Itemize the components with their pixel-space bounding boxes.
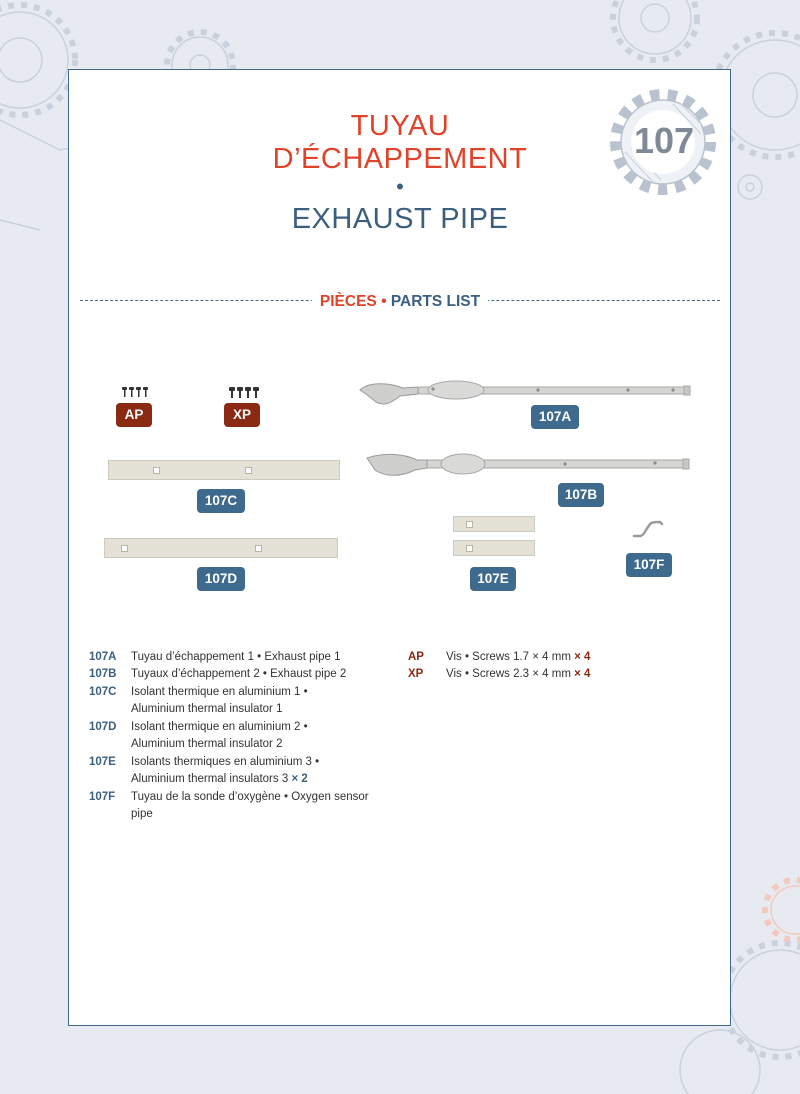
title-fr-line1: TUYAU bbox=[350, 110, 450, 142]
title-separator: • bbox=[396, 174, 404, 199]
legend-code: 107A bbox=[89, 651, 117, 663]
section-title-en: PARTS LIST bbox=[390, 293, 481, 310]
tag-107a: 107A bbox=[531, 405, 579, 429]
strip-hole bbox=[153, 467, 160, 474]
legend-multiplier: × 2 bbox=[291, 773, 308, 785]
legend-desc: Tuyaux d’échappement 2 • Exhaust pipe 2 bbox=[131, 668, 347, 680]
legend-desc: Isolant thermique en aluminium 1 • bbox=[131, 686, 308, 698]
legend-desc-text: Vis • Screws 1.7 × 4 mm bbox=[446, 651, 571, 663]
insulator-107c-illustration bbox=[108, 460, 340, 480]
tag-xp: XP bbox=[224, 403, 260, 427]
tag-ap: AP bbox=[116, 403, 152, 427]
tag-107b: 107B bbox=[558, 483, 604, 507]
exhaust-pipe-1-illustration bbox=[358, 378, 694, 408]
title-fr-line2: D’ÉCHAPPEMENT bbox=[272, 143, 528, 175]
tag-107d: 107D bbox=[197, 567, 245, 591]
insulator-107e-illustration bbox=[453, 516, 535, 532]
legend-code: 107C bbox=[89, 686, 117, 698]
legend-desc: pipe bbox=[131, 808, 153, 820]
strip-hole bbox=[466, 521, 473, 528]
legend-desc bbox=[131, 772, 308, 787]
tag-107f: 107F bbox=[626, 553, 672, 577]
screw-set-xp-icon bbox=[228, 386, 260, 400]
strip-hole bbox=[466, 545, 473, 552]
insulator-107d-illustration bbox=[104, 538, 338, 558]
section-title-fr: PIÈCES bbox=[319, 293, 377, 310]
tag-107e: 107E bbox=[470, 567, 516, 591]
legend-code: 107D bbox=[89, 721, 117, 733]
exhaust-pipe-2-illustration bbox=[365, 450, 695, 480]
legend-code: XP bbox=[408, 668, 424, 680]
legend-desc-text: Vis • Screws 2.3 × 4 mm bbox=[446, 668, 571, 680]
legend-desc bbox=[446, 667, 590, 682]
legend-desc: Tuyau d’échappement 1 • Exhaust pipe 1 bbox=[131, 651, 341, 663]
legend-multiplier: × 4 bbox=[574, 668, 591, 680]
legend-desc: Aluminium thermal insulator 1 bbox=[131, 703, 283, 715]
strip-hole bbox=[121, 545, 128, 552]
legend-code: 107E bbox=[89, 756, 116, 768]
legend-code: 107B bbox=[89, 668, 117, 680]
legend-multiplier: × 4 bbox=[574, 651, 591, 663]
screw-set-ap-icon bbox=[120, 385, 150, 399]
section-separator: • bbox=[381, 293, 387, 310]
oxygen-sensor-pipe-illustration bbox=[630, 518, 666, 542]
legend-desc: Isolant thermique en aluminium 2 • bbox=[131, 721, 308, 733]
strip-hole bbox=[255, 545, 262, 552]
legend-desc-text: Aluminium thermal insulators 3 bbox=[131, 773, 289, 785]
section-heading bbox=[0, 292, 800, 312]
legend-code: 107F bbox=[89, 791, 116, 803]
page-number: 107 bbox=[633, 120, 695, 161]
legend-desc: Aluminium thermal insulator 2 bbox=[131, 738, 283, 750]
legend-desc bbox=[446, 650, 590, 665]
strip-hole bbox=[245, 467, 252, 474]
legend-code: AP bbox=[408, 651, 424, 663]
legend-desc: Isolants thermiques en aluminium 3 • bbox=[131, 756, 320, 768]
insulator-107e-illustration bbox=[453, 540, 535, 556]
tag-107c: 107C bbox=[197, 489, 245, 513]
legend-desc: Tuyau de la sonde d’oxygène • Oxygen sensor bbox=[131, 791, 369, 803]
title-en: EXHAUST PIPE bbox=[291, 203, 509, 235]
